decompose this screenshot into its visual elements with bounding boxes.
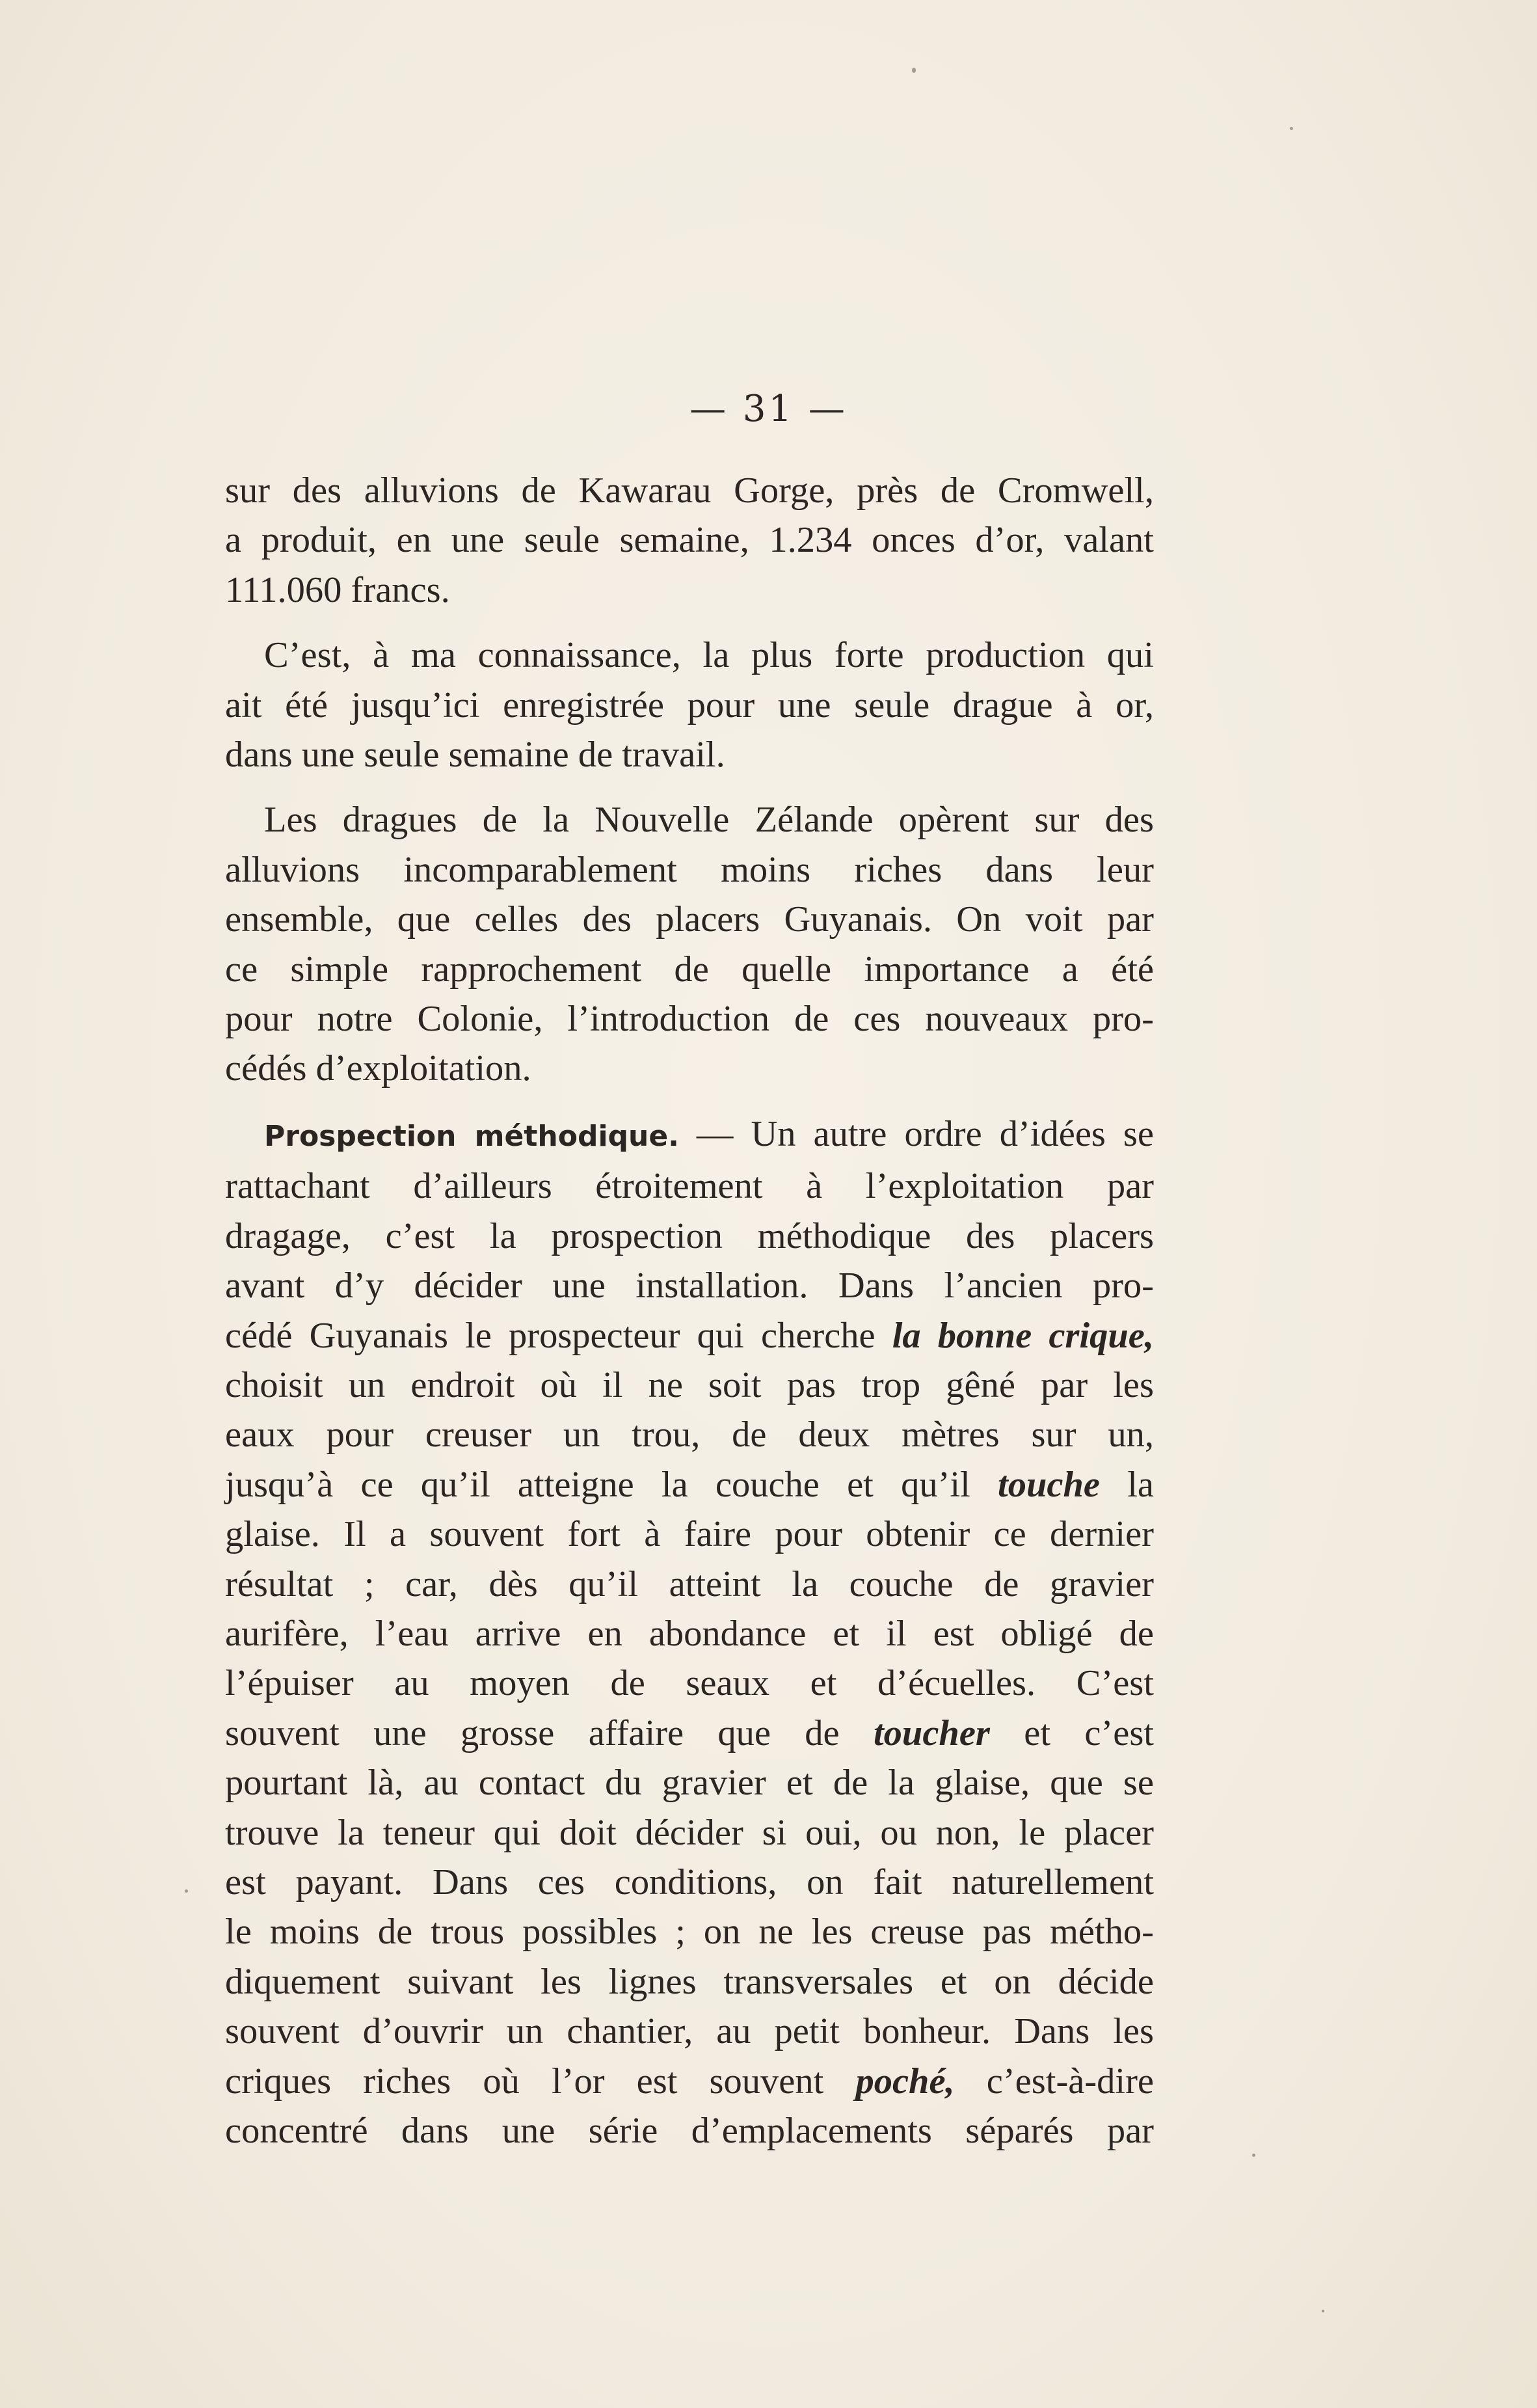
text-line: rattachant d’ailleurs étroitement à l’exploitation par <box>225 1166 1154 1207</box>
text-line: glaise. Il a souvent fort à faire pour obtenir ce dernier <box>225 1514 1154 1555</box>
text-line: ce simple rapprochement de quelle importance a été <box>225 949 1154 990</box>
text-segment: c’est-à-dire <box>954 2061 1154 2102</box>
paper-speck <box>185 1889 188 1893</box>
paper-speck <box>912 68 916 73</box>
text-line: choisit un endroit où il ne soit pas trop gêné par les <box>225 1364 1154 1405</box>
page-number: — 31 — <box>689 388 848 430</box>
text-line <box>225 1109 1154 1161</box>
text-line: résultat ; car, dès qu’il atteint la couche de gravier <box>225 1563 1154 1604</box>
text-line: C’est, à ma connaissance, la plus forte production qui <box>264 635 1154 676</box>
text-segment: criques riches où l’or est souvent <box>225 2061 856 2102</box>
text-line <box>225 1460 1154 1509</box>
text-line: concentré dans une série d’emplacements séparés par <box>225 2111 1154 2151</box>
text-line: dragage, c’est la prospection méthodique des placers <box>225 1215 1154 1256</box>
italic-term: toucher <box>873 1712 990 1753</box>
text-line <box>225 2057 1154 2106</box>
text-line: 111.060 francs. <box>225 569 450 610</box>
heading-continuation: — Un autre ordre d’idées se <box>678 1113 1154 1154</box>
text-line: trouve la teneur qui doit décider si oui, ou non, le placer <box>225 1812 1154 1853</box>
text-line: avant d’y décider une installation. Dans l’ancien pro- <box>225 1265 1154 1306</box>
italic-term: la bonne crique, <box>892 1315 1154 1356</box>
text-segment: jusqu’à ce qu’il atteigne la couche et qu’il <box>225 1464 998 1505</box>
text-line: Les dragues de la Nouvelle Zélande opèrent sur des <box>264 800 1154 841</box>
paragraph-2 <box>225 630 1154 779</box>
paper-speck <box>1252 2154 1255 2157</box>
text-line: cédés d’exploitation. <box>225 1048 531 1089</box>
text-segment: cédé Guyanais le prospecteur qui cherche <box>225 1315 892 1356</box>
text-line: diquement suivant les lignes transversales et on décide <box>225 1961 1154 2002</box>
section-heading: Prospection méthodique. <box>264 1119 679 1153</box>
text-line <box>225 1311 1154 1360</box>
text-segment: souvent une grosse affaire que de <box>225 1712 874 1753</box>
text-line: eaux pour creuser un trou, de deux mètres sur un, <box>225 1414 1154 1455</box>
italic-term: touche <box>998 1464 1100 1505</box>
text-line: ensemble, que celles des placers Guyanais. On voit par <box>225 899 1154 940</box>
paragraph-1 <box>225 466 1154 615</box>
paper-speck <box>1322 2310 1324 2312</box>
text-line: a produit, en une seule semaine, 1.234 onces d’or, valant <box>225 520 1154 561</box>
italic-term: poché, <box>855 2061 955 2102</box>
text-line: dans une seule semaine de travail. <box>225 735 725 776</box>
paper-speck <box>1290 127 1293 130</box>
text-line: souvent d’ouvrir un chantier, au petit bonheur. Dans les <box>225 2011 1154 2052</box>
text-line <box>225 1709 1154 1758</box>
text-segment: et c’est <box>989 1712 1154 1753</box>
body-text <box>225 466 1154 2156</box>
text-line: sur des alluvions de Kawarau Gorge, près de Cromwell, <box>225 470 1154 511</box>
text-line: est payant. Dans ces conditions, on fait naturellement <box>225 1861 1154 1902</box>
paragraph-3 <box>225 795 1154 1093</box>
text-line: pour notre Colonie, l’introduction de ces nouveaux pro- <box>225 999 1154 1040</box>
text-line: alluvions incomparablement moins riches dans leur <box>225 849 1154 890</box>
text-line: ait été jusqu’ici enregistrée pour une seule drague à or, <box>225 684 1154 725</box>
text-line: le moins de trous possibles ; on ne les creuse pas métho- <box>225 1912 1154 1953</box>
text-line: aurifère, l’eau arrive en abondance et il est obligé de <box>225 1613 1154 1654</box>
text-segment: la <box>1100 1464 1154 1505</box>
paragraph-4 <box>225 1109 1154 2156</box>
text-line: pourtant là, au contact du gravier et de la glaise, que se <box>225 1763 1154 1804</box>
text-line: l’épuiser au moyen de seaux et d’écuelles. C’est <box>225 1663 1154 1704</box>
